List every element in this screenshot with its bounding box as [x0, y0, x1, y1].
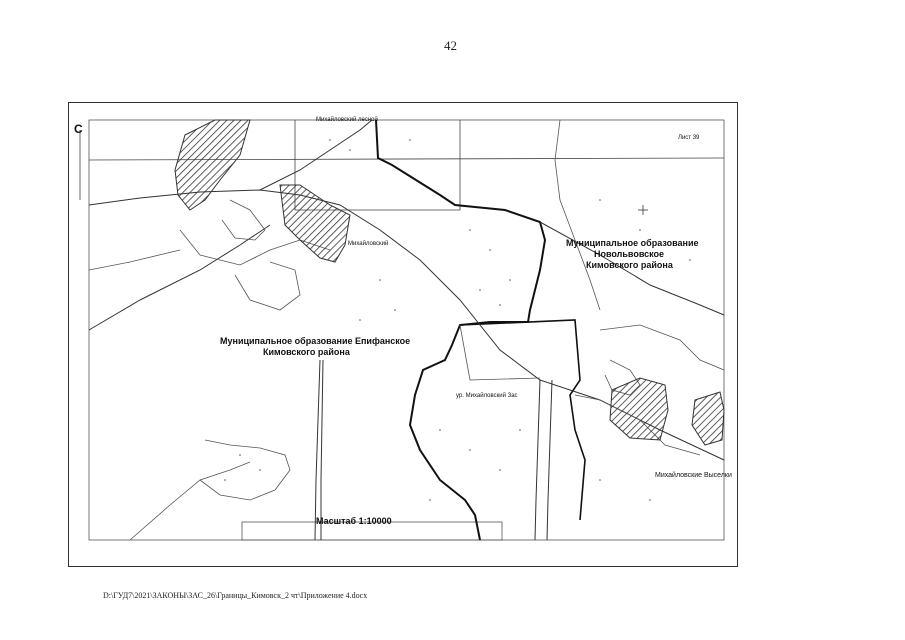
tract-label: ур. Михайловский Зас	[456, 393, 518, 399]
parcel-outline-4	[600, 325, 724, 370]
north-marker: С	[74, 122, 83, 136]
boundary-east-spur	[460, 320, 585, 520]
hatched-area-north	[175, 120, 250, 210]
settlement-vyselki-label: Михайловские Выселки	[655, 472, 732, 479]
road-southwest	[89, 225, 270, 330]
municipality-east-line-1: Муниципальное образование	[566, 238, 699, 248]
footer-file-path: D:\ГУД7\2021\ЗАКОНЫ\ЗАС_26\Границы_Кимовск_2 чт\Приложение 4.docx	[103, 591, 368, 600]
parcel-outline-6	[200, 440, 290, 500]
settlement-mikhaylovsky-label: Михайловский	[348, 241, 389, 247]
hatched-area-vyselki-west	[610, 378, 668, 440]
hatched-area-vyselki-east	[692, 392, 724, 445]
scale-label: Масштаб 1:10000	[316, 516, 392, 526]
hatched-area-mikhaylovsky	[280, 185, 350, 262]
municipality-east-line-3: Кимовского района	[586, 260, 673, 270]
road-tract	[535, 380, 540, 540]
stream-west	[130, 462, 250, 540]
municipality-west-line-1: Муниципальное образование Епифанское	[220, 336, 411, 346]
stream-north	[555, 120, 600, 310]
parcel-outline-2	[235, 262, 300, 310]
road-north	[260, 120, 372, 190]
road-label: Михайловский лесной	[316, 117, 378, 123]
parcel-outline-3	[460, 325, 540, 380]
road-tract-2	[547, 380, 552, 540]
page-number: 42	[444, 38, 457, 53]
municipal-boundary	[376, 120, 545, 540]
municipality-east-line-2: Новольвовское	[594, 249, 665, 259]
road-south-vertical-2	[321, 360, 323, 540]
sheet-label: Лист 39	[678, 135, 700, 141]
parcel-outline-8	[222, 200, 265, 240]
municipality-west-line-2: Кимовского района	[263, 347, 350, 357]
parcel-outline-7	[89, 250, 180, 270]
road-south-vertical	[315, 360, 320, 540]
